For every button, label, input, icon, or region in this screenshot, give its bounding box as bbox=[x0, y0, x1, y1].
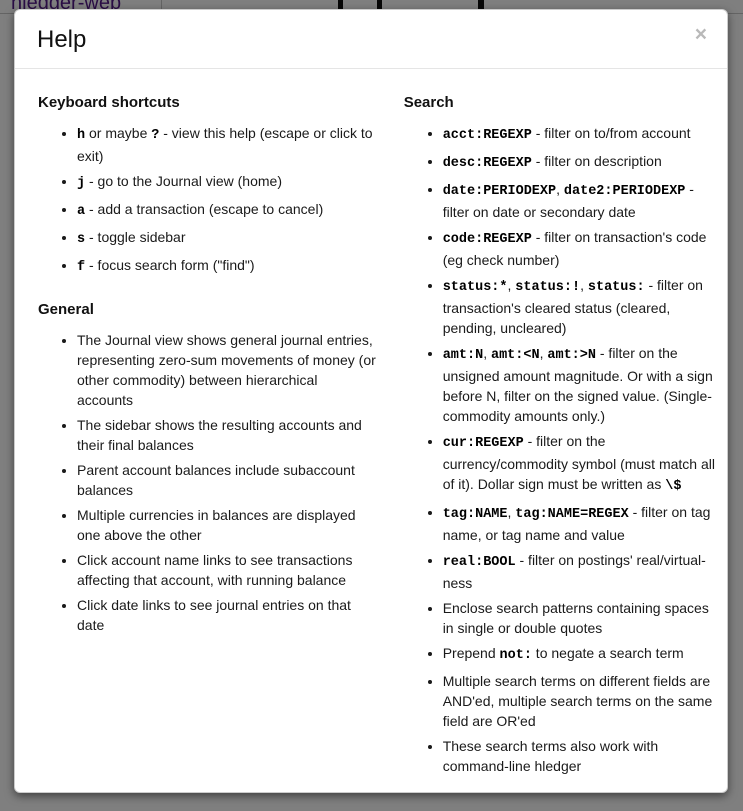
help-modal bbox=[14, 9, 728, 793]
list-item bbox=[77, 123, 377, 166]
inline-code: not: bbox=[499, 648, 532, 663]
list-item bbox=[77, 255, 377, 278]
list-item bbox=[443, 502, 715, 545]
text-run: - filter on description bbox=[531, 153, 662, 169]
left-column bbox=[25, 71, 391, 786]
inline-code: status: bbox=[587, 280, 645, 295]
list-item bbox=[77, 171, 377, 194]
text-run: - filter on the unsigned amount magnitude. Or with a sign before N, filter on the signed value. (Single-commodity amounts only.) bbox=[442, 345, 713, 424]
list-item bbox=[443, 151, 715, 174]
list-item bbox=[443, 275, 715, 338]
right-column bbox=[391, 71, 715, 786]
text-run: The sidebar shows the resulting accounts and their final balances bbox=[77, 417, 362, 453]
inline-code: amt:>N bbox=[547, 348, 596, 363]
text-run: - filter on postings' real/virtual-ness bbox=[442, 552, 706, 591]
list-item bbox=[443, 643, 715, 666]
list-item bbox=[77, 550, 377, 590]
list-item bbox=[77, 330, 377, 410]
list-item bbox=[443, 343, 715, 426]
list-item bbox=[443, 123, 715, 146]
modal-header bbox=[15, 10, 727, 69]
modal-body bbox=[15, 69, 727, 793]
text-run: Enclose search patterns containing spaces in single or double quotes bbox=[442, 600, 709, 636]
text-run: , bbox=[580, 277, 588, 293]
text-run: Click account name links to see transactions affecting that account, with running balance bbox=[77, 552, 353, 588]
list-item bbox=[77, 505, 377, 545]
section-heading: Search bbox=[403, 94, 454, 111]
list-item bbox=[77, 415, 377, 455]
text-run: to negate a search term bbox=[531, 645, 684, 661]
text-run: Multiple currencies in balances are displayed one above the other bbox=[77, 507, 356, 543]
text-run: , bbox=[556, 181, 564, 197]
inline-code: ? bbox=[151, 128, 160, 143]
modal-title: Help bbox=[37, 26, 87, 53]
inline-code: j bbox=[77, 176, 86, 191]
text-run: - filter on transaction's code (eg check number) bbox=[442, 229, 707, 268]
list-item bbox=[443, 550, 715, 593]
inline-code: acct:REGEXP bbox=[442, 128, 532, 143]
inline-code: \$ bbox=[665, 479, 682, 494]
list-item bbox=[77, 199, 377, 222]
text-run: - filter on to/from account bbox=[531, 125, 691, 141]
inline-code: real:BOOL bbox=[442, 555, 516, 570]
text-run: Prepend bbox=[442, 645, 500, 661]
help-list bbox=[25, 123, 377, 278]
text-run: , bbox=[483, 345, 491, 361]
list-item bbox=[77, 227, 377, 250]
inline-code: code:REGEXP bbox=[442, 232, 532, 247]
inline-code: amt:N bbox=[442, 348, 484, 363]
inline-code: cur:REGEXP bbox=[442, 436, 524, 451]
list-item bbox=[77, 595, 377, 635]
text-run: , bbox=[539, 345, 548, 361]
text-run: Parent account balances include subaccount balances bbox=[77, 462, 355, 498]
inline-code: status:* bbox=[442, 280, 508, 295]
list-item bbox=[443, 431, 715, 497]
inline-code: status:! bbox=[515, 280, 581, 295]
text-run: - go to the Journal view (home) bbox=[85, 173, 282, 189]
text-run: - filter on tag name, or tag name and value bbox=[442, 504, 711, 543]
text-run: , bbox=[507, 277, 516, 293]
text-run: - filter on the currency/commodity symbol (must match all of it). Dollar sign must be written as bbox=[442, 433, 715, 492]
inline-code: s bbox=[77, 232, 86, 247]
inline-code: tag:NAME bbox=[442, 507, 508, 522]
text-run: - view this help (escape or click to exit) bbox=[77, 125, 373, 164]
text-run: , bbox=[507, 504, 516, 520]
list-item bbox=[77, 460, 377, 500]
text-run: - add a transaction (escape to cancel) bbox=[85, 201, 324, 217]
text-run: These search terms also work with command-line hledger bbox=[442, 738, 659, 774]
inline-code: date2:PERIODEXP bbox=[563, 184, 686, 199]
list-item bbox=[443, 598, 715, 638]
list-item bbox=[443, 227, 715, 270]
help-list bbox=[25, 330, 377, 635]
text-run: - filter on transaction's cleared status (cleared, pending, uncleared) bbox=[442, 277, 703, 336]
text-run: - filter on date or secondary date bbox=[442, 181, 694, 220]
text-run: - focus search form ("find") bbox=[85, 257, 255, 273]
inline-code: a bbox=[77, 204, 86, 219]
inline-code: tag:NAME=REGEX bbox=[515, 507, 629, 522]
text-run: or maybe bbox=[85, 125, 152, 141]
text-run: The Journal view shows general journal entries, representing zero-sum movements of money (or other commodity) between hierarchical accounts bbox=[77, 332, 376, 408]
list-item bbox=[443, 671, 715, 731]
section-heading: General bbox=[38, 301, 94, 318]
text-run: Click date links to see journal entries on that date bbox=[77, 597, 351, 633]
text-run: - toggle sidebar bbox=[85, 229, 186, 245]
inline-code: amt:<N bbox=[490, 348, 540, 363]
section-heading: Keyboard shortcuts bbox=[38, 94, 180, 111]
close-icon[interactable]: × bbox=[694, 23, 707, 46]
inline-code: h bbox=[77, 128, 86, 143]
list-item bbox=[443, 736, 715, 776]
inline-code: f bbox=[77, 260, 86, 275]
text-run: Multiple search terms on different fields are AND'ed, multiple search terms on the same field are OR'ed bbox=[442, 673, 713, 729]
inline-code: desc:REGEXP bbox=[442, 156, 532, 171]
help-list bbox=[391, 123, 715, 776]
list-item bbox=[443, 179, 715, 222]
inline-code: date:PERIODEXP bbox=[442, 184, 557, 199]
